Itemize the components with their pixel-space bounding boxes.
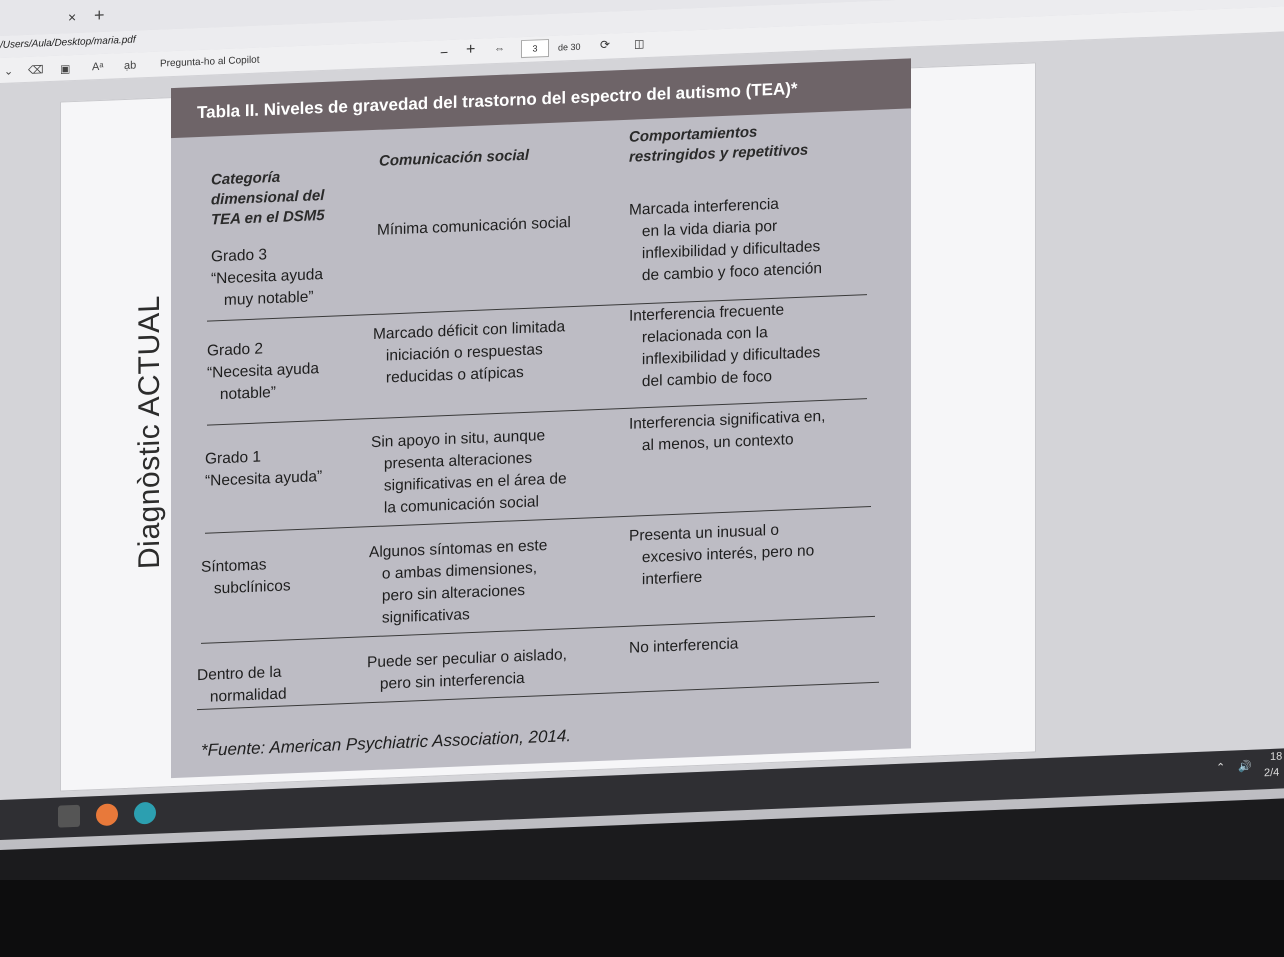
edge-icon[interactable] [134, 802, 156, 825]
header-social: Comunicación social [379, 146, 530, 170]
row3-social: Sin apoyo in situ, aunque presenta alteraciones significativas en el área de la comunicación social [371, 427, 567, 517]
side-label: Diagnòstic ACTUAL [133, 294, 166, 570]
fit-page-icon[interactable]: ⇔ [494, 42, 505, 56]
row1-behaviour: Marcada interferencia en la vida diaria por inflexibilidad y dificultades de cambio y foco atención [629, 195, 823, 285]
rotate-icon[interactable]: ⟳ [600, 37, 611, 52]
row1-category: Grado 3 “Necesita ayuda muy notable” [211, 246, 324, 310]
url-text: /Users/Aula/Desktop/maria.pdf [0, 34, 136, 51]
zoom-out-button[interactable]: − [440, 43, 449, 61]
page-total: de 30 [558, 41, 581, 53]
eraser-icon[interactable]: ⌫ [28, 64, 44, 77]
pdf-viewer [0, 32, 1284, 800]
task-view-icon[interactable] [58, 805, 80, 828]
clock-date: 2/4 [1264, 766, 1280, 780]
row4-social: Algunos síntomas en este o ambas dimensiones, pero sin alteraciones significativas [369, 537, 548, 627]
clock-hour: 18 [1270, 750, 1283, 763]
row2-behaviour: Interferencia frecuente relacionada con la inflexibilidad y dificultades del cambio de foco [629, 301, 821, 391]
chevron-up-icon[interactable]: ⌃ [1216, 761, 1226, 775]
row5-social: Puede ser peculiar o aislado, pero sin interferencia [367, 646, 567, 693]
page-view-icon[interactable]: ◫ [634, 38, 645, 51]
row5-behaviour: No interferencia [629, 635, 739, 657]
row1-social: Mínima comunicación social [377, 214, 571, 239]
room-foreground [0, 880, 1284, 957]
header-category: Categoría dimensional del TEA en el DSM5 [211, 168, 325, 229]
volume-icon[interactable]: 🔊 [1238, 760, 1252, 774]
zoom-in-button[interactable]: + [466, 40, 476, 59]
row3-category: Grado 1 “Necesita ayuda” [205, 448, 323, 490]
row3-behaviour: Interferencia significativa en, al menos, un contexto [629, 407, 826, 455]
page-number-input[interactable]: 3 [521, 39, 549, 58]
table-title: Tabla II. Niveles de gravedad del trastorno del espectro del autismo (TEA)* [171, 58, 911, 138]
text-box-icon[interactable]: ▣ [60, 63, 71, 76]
row4-behaviour: Presenta un inusual o excesivo interés, pero no interfiere [629, 521, 815, 589]
row5-category: Dentro de la normalidad [197, 663, 287, 706]
table-footnote: *Fuente: American Psychiatric Association, 2014. [201, 726, 572, 760]
row4-category: Síntomas subclínicos [201, 556, 291, 598]
pdf-page [60, 59, 1036, 791]
row2-social: Marcado déficit con limitada iniciación o respuestas reducidas o atípicas [373, 318, 566, 387]
copilot-button[interactable]: Pregunta-ho al Copilot [160, 54, 260, 70]
read-aloud-icon[interactable]: ạb [124, 59, 137, 73]
tab-close-button[interactable]: × [68, 8, 77, 26]
new-tab-button[interactable]: + [94, 4, 105, 26]
row2-category: Grado 2 “Necesita ayuda notable” [207, 340, 320, 404]
header-behaviour: Comportamientos restringidos y repetitivos [629, 123, 809, 166]
firefox-icon[interactable] [96, 803, 118, 826]
severity-table [171, 58, 911, 778]
chevron-down-icon[interactable]: ⌄ [4, 65, 14, 78]
text-size-icon[interactable]: Aᵃ [92, 60, 104, 74]
